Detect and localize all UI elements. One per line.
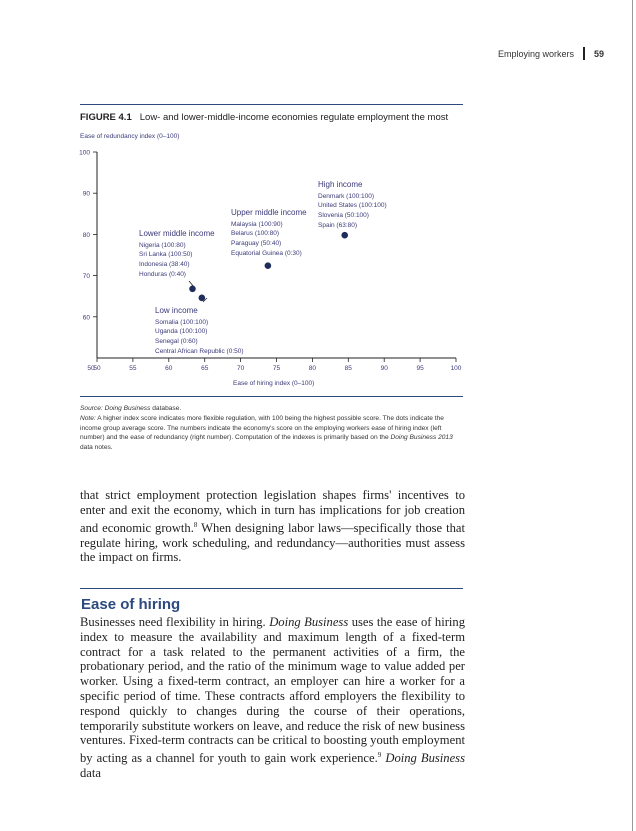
text: that strict employment protection legislation shapes firms' incentives to enter and exit the economy, which in turn has implications for job creation and economic growth. [80,488,465,535]
note-text: A higher index score indicates more flexible regulation, with 100 being the highest possible score. The dots indicate the income group average score. The numbers indicate the economy's score on the employing workers ease of hiring index (left number) and the ease of redundancy (right number). Computation of the indexes is primarily based on the [80,415,444,442]
x-tick-label: 75 [272,365,281,372]
footnote-ref[interactable]: 9 [377,751,382,760]
data-point-upper-middle-income [265,262,272,269]
group-label-high-income [318,180,387,231]
data-point-high-income [341,232,348,239]
x-tick-label: 85 [344,365,352,372]
example: Uganda (100:100) [155,328,208,336]
body-paragraph [80,615,465,781]
text: Businesses need flexibility in hiring. [80,615,270,629]
source-prefix: Source: [80,405,103,412]
italic-text: Doing Business [269,615,349,629]
example: Paraguay (50:40) [231,240,282,248]
example: Slovenia (50:100) [318,212,369,220]
note-italic: Doing Business 2013 [390,434,453,442]
y-tick-label: 90 [82,190,90,198]
x-tick-label: 90 [380,365,388,372]
example: Belarus (100:80) [231,230,280,238]
group-label-upper-middle-income [231,208,307,259]
running-title: Employing workers [498,49,575,59]
group-title: Upper middle income [231,208,307,217]
section-rule [80,588,463,589]
example: Central African Republic (0:50) [155,347,244,355]
group-label-low-income [155,306,244,357]
section-heading: Ease of hiring [81,596,181,613]
figure-title-text: Low- and lower-middle-income economies regulate employment the most [139,112,449,123]
example: Sri Lanka (100:50) [139,251,193,259]
x-tick-label: 100 [450,365,462,372]
figure-source [80,404,465,414]
y-tick-label: 60 [82,314,90,322]
page-number: 59 [594,49,605,59]
group-title: Low income [155,306,198,315]
data-point-lower-middle-income [189,285,196,292]
example: Malaysia (100:90) [231,220,283,228]
origin-tick-label: 50 [87,365,95,372]
footnote-ref[interactable]: 8 [193,520,198,529]
figure-bottom-rule [80,396,463,397]
text: When designing labor laws—specifically those that regulate hiring, work scheduling, and redundancy—authorities must assess the impact on firms. [80,520,465,565]
y-tick-label: 100 [79,149,90,157]
x-tick-label: 80 [308,365,317,372]
figure-label: FIGURE 4.1 [80,112,132,123]
text: uses the ease of hiring index to measure the availability and maximum length of a fixed-term contract for a task related to the permanent activities of a firm, the probationary period, and the ratio of the minimum wage to value added per worker. Using a fixed-term contract, an employer can hire a worker for a specific period of time. These contracts afford employers the flexibility to respond quickly to changes during the course of their operations, temporarily substitute workers on leave, and reduce the risk of new business ventures. Fixed-term contracts can be critical to boosting youth employment by acting as a channel for youth to gain work experience. [80,615,465,766]
body-paragraph [80,488,465,565]
note-end: data notes. [80,443,113,451]
example: Spain (63:80) [318,221,358,229]
x-tick-label: 50 [93,365,101,372]
x-tick-label: 70 [236,365,245,372]
example: Equatorial Guinea (0:30) [231,249,302,257]
source-name: Doing Business [104,405,151,412]
y-axis-label: Ease of redundancy index (0–100) [80,133,180,140]
example: Somalia (100:100) [155,318,209,326]
data-point-low-income [199,295,206,302]
group-title: High income [318,180,363,189]
example: Denmark (100:100) [318,192,374,200]
italic-text: Doing Business [385,751,465,766]
example: Nigeria (100:80) [139,241,186,249]
x-tick-label: 55 [129,365,137,372]
text: data [80,766,101,781]
figure-note [80,414,465,452]
source-rest: database. [150,405,182,412]
y-tick-label: 70 [82,273,90,281]
x-tick-label: 95 [416,365,424,372]
y-tick-label: 80 [82,231,90,239]
example: Honduras (0:40) [139,270,186,278]
note-prefix: Note: [80,415,96,422]
x-tick-label: 65 [201,365,209,372]
x-axis-label: Ease of hiring index (0–100) [233,380,315,387]
group-label-lower-middle-income [139,229,215,280]
group-title: Lower middle income [139,229,215,238]
example: United States (100:100) [318,202,387,210]
x-tick-label: 60 [165,365,173,372]
example: Indonesia (38:40) [139,261,190,269]
example: Senegal (0:60) [155,338,198,346]
